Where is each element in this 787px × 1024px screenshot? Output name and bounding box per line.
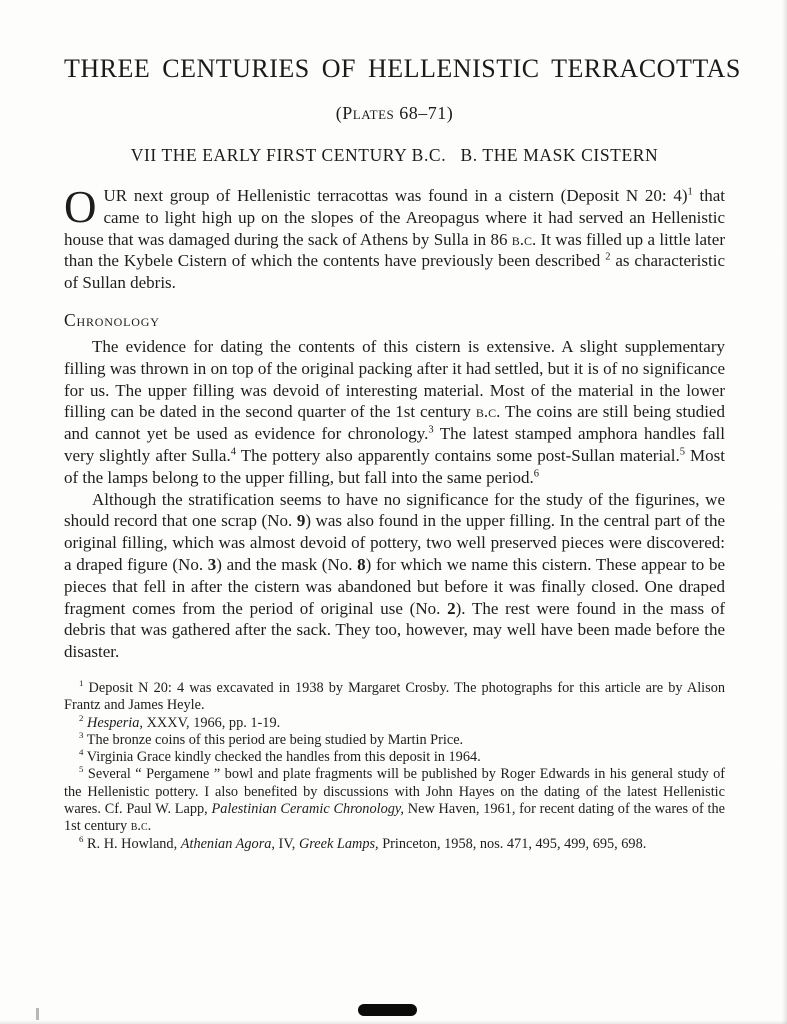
footnote-6: $^6$ R. H. Howland, Athenian Agora, IV, Greek Lamps, Princeton, 1958, nos. 471, 495, 499, 695, 698. <box>79 833 647 852</box>
footnote-5: $^5$ Several “ Pergamene ” bowl and plate fragments will be published by Roger Edwards in his general study of the Hellenistic pottery. I also benefited by discussions with John Hayes on the dating of the latest Hellenistic wares. Cf. Paul W. Lapp, Palestinian Ceramic Chronology, New Haven, 1961, for recent dating of the wares of the 1st century b.c. <box>64 764 725 835</box>
page-edge-shadow-bottom <box>0 1020 787 1024</box>
plates-line: (Plates 68–71) <box>335 103 454 123</box>
scan-artifact-sliver <box>36 1008 39 1020</box>
paragraph-chronology-2: Although the stratification seems to have no significance for the study of the figurines, we should record that one scrap (No. 9) was also found in the upper filling. In the central part of the original filling, which was almost devoid of pottery, two well preserved pieces were discovered: a draped figure (No. 3) and the mask (No. 8) for which we name this cistern. These appear to be pieces that fell in after the cistern was abandoned but before it was finally closed. One draped fragment comes from the period of original use (No. 2). The rest were found in the mass of debris that was gathered after the sack. They too, however, may well have been made before the disaster. <box>64 489 726 662</box>
article-title: THREE CENTURIES OF HELLENISTIC TERRACOTTAS <box>64 54 741 83</box>
footnotes-block <box>64 680 725 853</box>
footnote-1: $^1$ Deposit N 20: 4 was excavated in 1938 by Margaret Crosby. The photographs for this article are by Alison Frantz and James Heyle. <box>64 678 725 714</box>
paragraph-intro <box>64 182 726 294</box>
page-edge-shadow-right <box>782 0 787 1024</box>
paragraph-chronology-1: The evidence for dating the contents of this cistern is extensive. A slight supplementary filling was thrown in on top of the original packing after it had settled, but it is of no significance for us. The upper filling was devoid of interesting material. Most of the material in the lower filling can be dated in the second quarter of the 1st century b.c. The coins are still being studied and cannot yet be used as evidence for chronology.$^3$ The latest stamped amphora handles fall very slightly after Sulla.$^4$ The pottery also apparently contains some post-Sullan material.$^5$ Most of the lamps belong to the upper filling, but fall into the same period.$^6$ <box>64 336 725 487</box>
paragraph-intro-text: UR next group of Hellenistic terracottas was found in a cistern (Deposit N 20: 4)$^1$ that came to light high up on the slopes of the Areopagus where it had served an Hellenistic house that was damaged during the sack of Athens by Sulla in 86 b.c. It was filled up a little later than the Kybele Cistern of which the contents have previously been described $^2$ as characteristic of Sullan debris. <box>64 186 726 293</box>
chronology-heading: Chronology <box>64 309 160 330</box>
scan-artifact-bar <box>358 1004 417 1016</box>
footnote-4: $^4$ Virginia Grace kindly checked the handles from this deposit in 1964. <box>79 747 481 766</box>
footnote-3: $^3$ The bronze coins of this period are being studied by Martin Price. <box>79 730 464 748</box>
section-heading: VII THE EARLY FIRST CENTURY B.C. B. THE MASK CISTERN <box>130 145 659 165</box>
dropcap-letter: O <box>64 182 97 232</box>
footnote-2: $^2$ Hesperia, XXXV, 1966, pp. 1-19. <box>79 712 281 731</box>
